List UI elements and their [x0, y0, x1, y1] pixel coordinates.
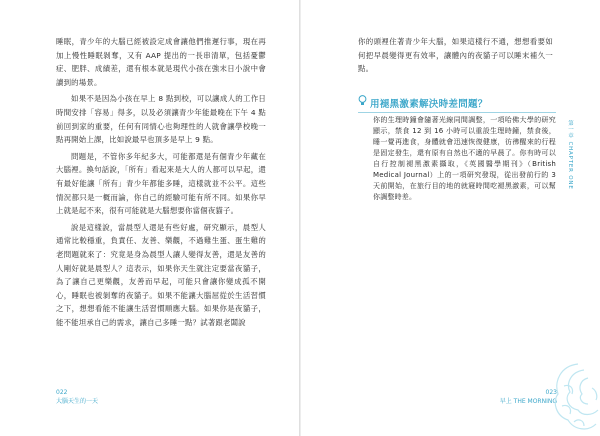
left-paragraph-3: 問題是，不管你多年紀多大，可能都還是有個青少年藏在大腦裡。換句話說，「所有」看起來是大人的人都可以早起，還有最好能讓「所有」青少年都能多睡，這樣就並不公平。這些情況都只是一概而論，你自己的經驗可能有所不同。如果你早上就是起不來，很有可能就是大腦想要你當個夜貓子。	[56, 151, 266, 216]
left-paragraph-4: 說是這樣說，當晨型人還是有些好處，研究顯示，晨型人通常比較穩重，負責任、友善、樂觀，不過雞生蛋、蛋生雞的老問題就來了：究竟是身為晨型人讓人變得友善，還是友善的人剛好就是晨型人？這表示，如果你天生就注定要當夜貓子，為了讓自己更樂觀，友善而早起，可能只會讓你變成孤不開心，睡眠也被剝奪的夜貓子。如果不能讓大腦屈從於生活習慣之下，想想看能不能讓生活習慣順應大腦。如果你是夜貓子，能不能坦承自己的需求，讓自己多睡一點？試著跟老闆說	[56, 222, 266, 327]
left-page	[0, 0, 299, 436]
brain-illustration-icon	[548, 358, 600, 436]
left-paragraph-2: 如果不是因為小孩在早上 8 點到校，可以讓成人的工作日時間安排「容易」得多，以及必須讓青少年能最晚在下午 4 點前回到家的重要，任何有同情心也夠理性的人就會讓學校晚一點再開始上課，比如說最早也頂多是早上 9 點。	[56, 94, 266, 145]
sidebar-box-divider	[358, 112, 556, 113]
right-page-number: 023	[545, 389, 557, 396]
right-running-title: 早上 THE MORNING	[499, 398, 557, 405]
left-page-body	[56, 35, 266, 332]
sidebar-box-text: 你的生理時鐘會隨著光線同間調整，一項哈佛大學的研究顯示，禁食 12 到 16 小時可以重設生理時鐘，禁食後，睡一覺再進食，身體就會迅速恢復健康，彷彿醒來的行程是固定發生，還有原有自然也不適的早晨了。你有時可以自行控制褪黑激素攝取，《英國醫學期刊》（British Medical Journal）上的一項研究發現，從出發前行的 3 天前開始，在旅行目的地的就寢時間吃褪黑激素，可以幫你調整時差。	[373, 116, 556, 201]
left-running-title: 大腦天生的一天	[56, 398, 99, 405]
sidebar-box-title: 用褪黑激素解決時差問題？	[370, 99, 488, 110]
chapter-side-tab: 第一章 CHAPTER ONE	[567, 120, 573, 190]
lightbulb-icon	[358, 95, 367, 106]
right-page-body	[358, 35, 553, 79]
left-paragraph-1: 睡眠，青少年的大腦已經被設定成會讓他們推遲行事，現在再加上慢性睡眠剝奪，又有 AAP 提出的一長串清單，包括憂鬱症、肥胖、成績差，還有根本就是現代小孩在強末日小說中會讀到的場景。	[56, 37, 266, 87]
left-page-number: 022	[56, 389, 68, 396]
right-paragraph-1: 你的頭裡住著青少年大腦，如果這樣行不通，想想看要如何把早晨變得更有效率，讓體內的夜貓子可以睡末補久一點。	[358, 37, 553, 74]
left-page-footer	[56, 388, 98, 406]
